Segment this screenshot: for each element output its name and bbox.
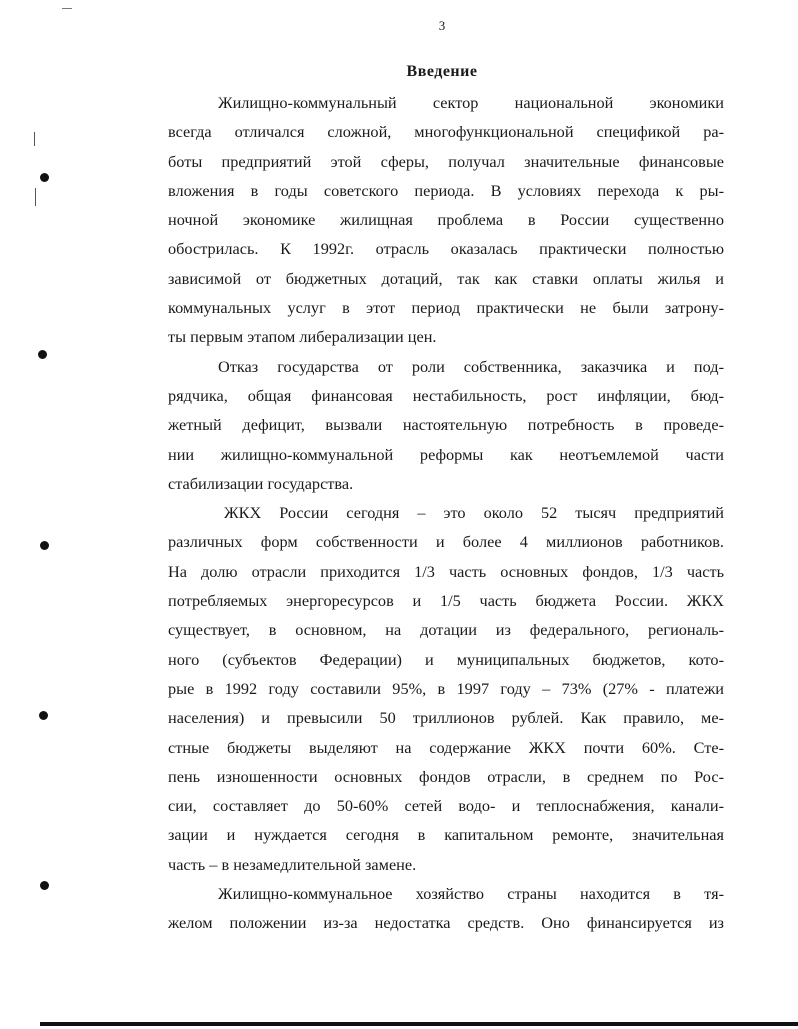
text-line: пень изношенности основных фондов отрасли, в среднем по Рос- [168, 766, 724, 786]
text-line: Жилищно-коммунальное хозяйство страны находится в тя- [218, 884, 724, 904]
margin-mark [62, 8, 72, 9]
text-line: боты предприятий этой сферы, получал значительные финансовые [168, 151, 724, 171]
text-line: сии, составляет до 50-60% сетей водо- и теплоснабжения, канали- [168, 796, 724, 816]
text-line: потребляемых энергоресурсов и 1/5 часть бюджета России. ЖКХ [168, 591, 724, 611]
text-line: ЖКХ России сегодня – это около 52 тысяч предприятий [224, 503, 724, 523]
text-line: желом положении из-за недостатка средств. Оно финансируется из [168, 913, 724, 933]
text-line: рые в 1992 году составили 95%, в 1997 году – 73% (27% - платежи [168, 678, 724, 698]
paragraph-3 [168, 498, 724, 879]
margin-mark [35, 188, 36, 206]
paragraph-4 [168, 879, 724, 938]
document-body [168, 88, 724, 938]
text-line: вложения в годы советского периода. В условиях перехода к ры- [168, 180, 724, 200]
text-line: стные бюджеты выделяют на содержание ЖКХ почти 60%. Сте- [168, 737, 724, 757]
text-line: всегда отличался сложной, многофункциональной спецификой ра- [168, 122, 724, 142]
text-line: На долю отрасли приходится 1/3 часть основных фондов, 1/3 часть [168, 561, 724, 581]
text-line: стабилизации государства. [168, 473, 354, 493]
punch-hole-mark [40, 541, 49, 550]
punch-hole-mark [40, 881, 49, 890]
text-line: коммунальных услуг в этот период практически не были затрону- [168, 298, 724, 318]
text-line: ты первым этапом либерализации цен. [168, 327, 437, 347]
paragraph-2 [168, 352, 724, 498]
paragraph-1 [168, 88, 724, 352]
text-line: рядчика, общая финансовая нестабильность, рост инфляции, бюд- [168, 385, 724, 405]
text-line: различных форм собственности и более 4 миллионов работников. [168, 532, 724, 552]
punch-hole-mark [39, 711, 48, 720]
page-bottom-edge [40, 1022, 798, 1026]
text-line: ночной экономике жилищная проблема в России существенно [168, 210, 724, 230]
margin-mark [34, 132, 35, 146]
section-heading: Введение [406, 63, 478, 80]
text-line: нии жилищно-коммунальной реформы как неотъемлемой части [168, 444, 724, 464]
page-number: 3 [438, 18, 446, 33]
text-line: зации и нуждается сегодня в капитальном ремонте, значительная [168, 825, 724, 845]
text-line: жетный дефицит, вызвали настоятельную потребность в проведе- [168, 415, 724, 435]
punch-hole-mark [40, 173, 49, 182]
punch-hole-mark [38, 350, 47, 359]
text-line: существует, в основном, на дотации из федерального, региональ- [168, 620, 724, 640]
text-line: часть – в незамедлительной замене. [168, 854, 417, 874]
text-line: Жилищно-коммунальный сектор национальной экономики [218, 93, 724, 112]
text-line: зависимой от бюджетных дотаций, так как ставки оплаты жилья и [168, 268, 724, 288]
text-line: обострилась. К 1992г. отрасль оказалась практически полностью [168, 239, 724, 259]
text-line: населения) и превысили 50 триллионов рублей. Как правило, ме- [168, 708, 724, 728]
text-line: ного (субъектов Федерации) и муниципальных бюджетов, кото- [168, 649, 724, 669]
text-line: Отказ государства от роли собственника, заказчика и под- [218, 356, 724, 376]
